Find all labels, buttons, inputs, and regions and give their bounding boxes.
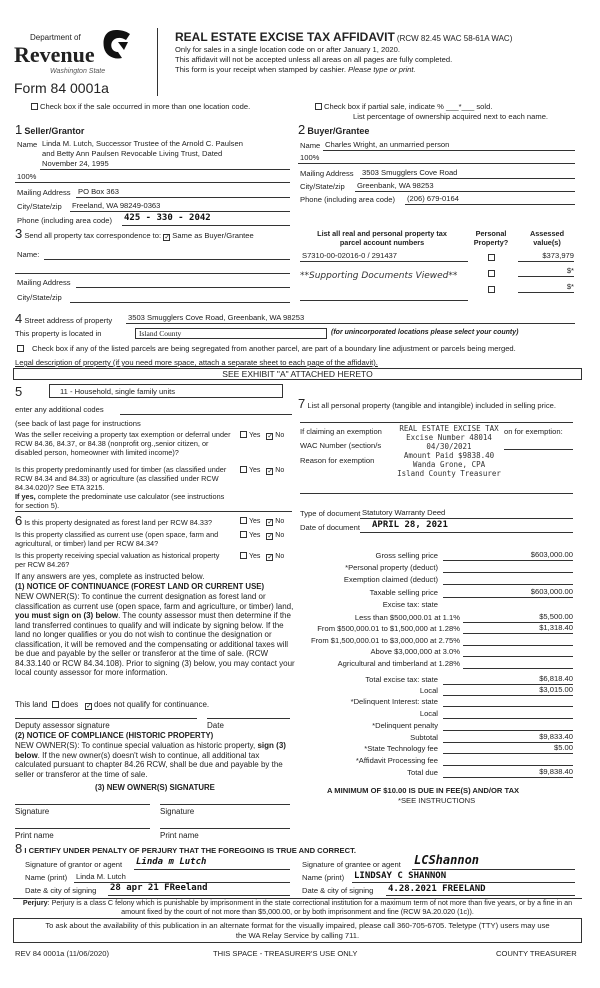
multi-location-label: Check box if the sale occurred in more than one location code. [40, 102, 251, 111]
seller-name-field-2[interactable]: and Betty Ann Paulsen Revocable Living Trust, Dated [42, 149, 223, 158]
personal-header [470, 230, 512, 248]
land-use-code-select[interactable]: 11 - Household, single family units [49, 384, 283, 398]
sec5-divider [15, 511, 292, 512]
new-owner-print-2[interactable] [160, 818, 290, 829]
parcel-field[interactable] [300, 290, 468, 301]
dor-logo [14, 28, 134, 84]
tax-row-label: Excise tax: state [382, 600, 438, 609]
sec4-street-label [15, 312, 112, 325]
tax-row-label: *Personal property (deduct) [345, 563, 438, 572]
n2-c: . If the new owner(s) doesn't wish to continue, all additional tax calculated pursuant to chapter 84.26 RCW, shall be due and payable by the seller or transferor at the time of sale. [15, 750, 283, 779]
new-owner-signature-1[interactable] [15, 794, 150, 805]
legal-description-field[interactable]: SEE EXHIBIT "A" ATTACHED HERETO [13, 368, 582, 380]
no-checkbox[interactable]: ✓ [267, 554, 274, 561]
n1-a: NEW OWNER(S): To continue the current designation as forest land or classification as current use (open space, farm and agriculture, or timber) land, [15, 592, 294, 611]
does-not-label: does not qualify for continuance. [93, 700, 210, 709]
yes-label: Yes [249, 553, 261, 560]
header-line-1: Only for sales in a single location code on or after January 1, 2020. [175, 45, 400, 54]
seller-heading [15, 123, 84, 137]
grantee-date-field[interactable]: 4.28.2021 FREELAND [386, 884, 575, 896]
checkbox-icon [31, 103, 38, 110]
if-any-note: If any answers are yes, complete as instructed below. [15, 572, 205, 581]
street-label: Street address of property [24, 316, 113, 325]
n1-b: you must sign on (3) below [15, 611, 119, 620]
buyer-name-label: Name [300, 141, 321, 150]
signature-label: Signature [15, 807, 50, 816]
buyer-city-label: City/State/zip [300, 182, 345, 191]
no-checkbox[interactable]: ✓ [267, 519, 274, 526]
tax-row-value[interactable] [443, 574, 573, 585]
tax-row-value[interactable]: $5.00 [443, 743, 573, 754]
sec7-label [298, 397, 570, 410]
yes-checkbox[interactable] [240, 531, 247, 538]
sec3-name-label: Name: [17, 250, 40, 259]
stamp-line: Amount Paid $9838.40 [403, 451, 495, 460]
seller-phone-field[interactable]: 425 - 330 - 2042 [122, 213, 290, 226]
yes-checkbox[interactable] [240, 431, 247, 438]
county-note: (for unincorporated locations please select your county) [331, 329, 519, 336]
assessed-value-field[interactable]: $* [518, 266, 574, 277]
tax-row-label: Total due [407, 768, 438, 777]
stamp-line: Wanda Grone, CPA [412, 460, 486, 469]
sec5-q2: Is this property predominantly used for timber (as classified under RCW 84.34 and 84.33) or agriculture (as classified under RCW 84.34.020)? See ETA 3215. [15, 465, 227, 492]
sec5-q1: Was the seller receiving a property tax exemption or deferral under RCW 84.36, 84.37, or 84.38 (nonprofit org.,senior citizen, or disabled person, homeowner with limited income)? [15, 430, 231, 457]
new-owner-print-1[interactable] [15, 818, 150, 829]
checkbox-icon [17, 345, 24, 352]
tax-row-label: Gross selling price [375, 551, 438, 560]
tax-row-label: Less than $500,000.01 at 1.1% [354, 613, 460, 622]
section-number: 3 [15, 226, 23, 241]
sec3-name-field[interactable] [44, 249, 290, 260]
yes-label: Yes [249, 518, 261, 525]
logo-revenue: Revenue [14, 42, 95, 67]
deputy-signature-field[interactable] [15, 708, 197, 719]
section-number: 2 [298, 122, 306, 137]
yes-checkbox[interactable] [240, 517, 247, 524]
section-number: 6 [15, 513, 23, 528]
grantee-signature-field[interactable]: LCShannon [412, 853, 575, 870]
tax-row-value[interactable]: $1,318.40 [463, 623, 573, 634]
no-label: No [275, 553, 285, 560]
tax-row-label: *State Technology fee [364, 744, 438, 753]
ifyes-text: complete the predominate use calculator (see instructions for section 5). [15, 492, 225, 510]
seller-city-label: City/State/zip [17, 202, 62, 211]
sec6-q1-text: Is this property designated as forest land per RCW 84.33? [24, 518, 213, 527]
see-back-note: (see back of last page for instructions [15, 419, 141, 428]
stamp-line: REAL ESTATE EXCISE TAX [399, 424, 499, 433]
yes-checkbox[interactable] [240, 466, 247, 473]
yes-label: Yes [249, 467, 261, 474]
partial-note: List percentage of ownership acquired next to each name. [353, 112, 549, 121]
grantor-name-field[interactable]: Linda M. Lutch [74, 872, 290, 883]
seller-name-field-3[interactable]: November 24, 1995 [40, 159, 290, 170]
buyer-percent-field[interactable]: 100% [298, 153, 575, 164]
tax-row-label: From $500,000.01 to $1,500,000 at 1.28% [317, 624, 460, 633]
supporting-docs-note: **Supporting Documents Viewed** [300, 271, 458, 281]
reason-line [300, 493, 573, 494]
parcels-h1: List all real and personal property tax [317, 229, 447, 238]
partial-sale-label: Check box if partial sale, indicate % ___*___ sold. [324, 102, 493, 111]
logo-state: Washington State [50, 68, 106, 75]
doc-type-label: Type of document [300, 509, 361, 518]
header-divider [157, 28, 158, 96]
date-label: Date [207, 721, 224, 730]
exemption-label-right: on for exemption: [504, 427, 563, 436]
perjury-bold: Perjury [22, 898, 48, 907]
sec7-label-text: List all personal property (tangible and intangible) included in selling price. [307, 401, 556, 410]
does-label: does [60, 700, 79, 709]
tax-row-value[interactable] [443, 562, 573, 573]
county-select[interactable]: Island County [135, 328, 327, 339]
n1-c: . The county assessor must then determine if the land transferred continues to qualify and will indicate by signing below. If the land no longer qualifies or you do not wish to continue the designation or classification, it will be removed and the compensating or additional taxes will be due and payable by the seller or transferor at the time of sale. (RCW 84.33.140 or RCW 84.34.108). Prior to signing (3) below, you may contact your local county assessor for more information. [15, 611, 295, 677]
alt-format-box: To ask about the availability of this publication in an alternate format for the visually impaired, please call 360-705-6705. Teletype (TTY) users may use the WA Relay Service by calling 711. [13, 918, 582, 943]
form-title [175, 30, 512, 44]
ifyes-bold: If yes, [15, 492, 36, 501]
grantee-date-label: Date & city of signing [302, 886, 374, 895]
tax-row-value[interactable]: $603,000.00 [443, 587, 573, 598]
deputy-label: Deputy assessor signature [15, 721, 110, 730]
parcels-header [304, 230, 460, 248]
n2-b: sign (3) below [15, 741, 286, 760]
tax-row-value[interactable] [463, 658, 573, 669]
section-number: 7 [298, 396, 306, 411]
no-checkbox[interactable]: ✓ [267, 433, 274, 440]
tax-row-value[interactable] [463, 635, 573, 646]
grantor-date-field[interactable]: 28 apr 21 FReeland [108, 883, 290, 896]
no-label: No [275, 518, 285, 525]
logo-dept-of: Department of [30, 33, 81, 42]
assessed-h: Assessed [529, 229, 565, 238]
sec6-q1 [15, 514, 212, 527]
signature-label: Signature [160, 807, 195, 816]
seller-percent-field[interactable]: 100% [15, 172, 290, 183]
no-checkbox[interactable]: ✓ [267, 533, 274, 540]
personal-property-checkbox[interactable] [488, 270, 495, 277]
exemption-line [300, 422, 573, 423]
tax-row-label: From $1,500,000.01 to $3,000,000 at 2.75% [310, 636, 460, 645]
sec5-q1-answers [240, 431, 284, 440]
buyer-heading [298, 123, 369, 137]
revision-label: REV 84 0001a (11/06/2020) [15, 949, 110, 958]
same-as-buyer-label: Same as Buyer/Grantee [172, 231, 254, 240]
no-label: No [275, 467, 285, 474]
grantee-name-field[interactable]: LINDSAY C SHANNON [352, 871, 575, 883]
title-ref: (RCW 82.45 WAC 58-61A WAC) [396, 34, 513, 43]
sec3-label: Send all property tax correspondence to: [24, 231, 162, 240]
sec6-q3-answers [240, 552, 284, 561]
assessed-value-field[interactable]: $* [518, 282, 574, 293]
tax-row-value[interactable] [443, 696, 573, 707]
wac-label: WAC Number (section/s [300, 441, 382, 450]
seller-phone-label: Phone (including area code) [17, 216, 112, 225]
checkbox-icon [315, 103, 322, 110]
no-label: No [275, 432, 285, 439]
assessed-hb: value(s) [533, 237, 561, 247]
additional-codes-field[interactable] [120, 404, 292, 415]
tax-row-value[interactable]: $603,000.00 [443, 550, 573, 561]
tax-row-label: Taxable selling price [369, 588, 438, 597]
perjury-text [15, 899, 580, 917]
tax-row-value[interactable]: $5,500.00 [463, 612, 573, 623]
doc-date-label: Date of document [300, 523, 360, 532]
see-instructions: *SEE INSTRUCTIONS [398, 796, 476, 805]
header-line-3b: Please type or print. [348, 65, 416, 74]
exemption-label: If claiming an exemption [300, 427, 382, 436]
tax-row-label: *Delinquent penalty [372, 721, 438, 730]
tax-row-label: Above $3,000,000 at 3.0% [370, 647, 460, 656]
parcels-h1b: parcel account numbers [339, 237, 425, 247]
doc-date-field[interactable]: APRIL 28, 2021 [360, 520, 573, 533]
buyer-mail-field[interactable]: 3503 Smugglers Cove Road [360, 168, 575, 179]
street-field[interactable]: 3503 Smugglers Cove Road, Greenbank, WA 98253 [126, 313, 575, 324]
stamp-line: 04/30/2021 [426, 442, 472, 451]
treasurer-space-label: THIS SPACE - TREASURER'S USE ONLY [213, 949, 358, 958]
tax-row-label: Local [419, 686, 438, 695]
partial-sale-checkbox[interactable] [315, 102, 492, 111]
grantor-name-label: Name (print) [25, 873, 68, 882]
county-treasurer-label: COUNTY TREASURER [496, 949, 577, 958]
tax-row-value[interactable] [443, 708, 573, 719]
print-name-label: Print name [15, 831, 54, 840]
header-line-2: This affidavit will not be accepted unless all areas on all pages are fully completed. [175, 55, 453, 64]
ifyes-note [15, 492, 225, 510]
sec3-mail-field[interactable] [76, 277, 290, 288]
wac-line [504, 449, 573, 450]
yes-label: Yes [249, 532, 261, 539]
tax-row-label: Total excise tax: state [365, 675, 438, 684]
section-number: 4 [15, 311, 23, 326]
notice-2-text [15, 741, 295, 779]
grantor-date-label: Date & city of signing [25, 886, 97, 895]
certify-line [15, 842, 356, 855]
section-number: 5 [15, 384, 23, 399]
form-number: Form 84 0001a [14, 80, 109, 96]
section-number: 1 [15, 122, 23, 137]
tax-row-label: *Delinquent Interest: state [350, 697, 438, 706]
personal-hb: Property? [473, 237, 509, 247]
sec3-city-label: City/State/zip [17, 293, 62, 302]
located-label: This property is located in [15, 329, 102, 338]
print-name-label: Print name [160, 831, 199, 840]
yes-checkbox[interactable] [240, 552, 247, 559]
certify-text: I CERTIFY UNDER PENALTY OF PERJURY THAT THE FOREGOING IS TRUE AND CORRECT. [24, 846, 356, 855]
doc-type-field[interactable]: Statutory Warranty Deed [360, 508, 573, 519]
personal-h: Personal [475, 229, 507, 238]
tax-row-value[interactable] [443, 755, 573, 766]
buyer-heading-text: Buyer/Grantee [307, 126, 370, 136]
sec6-q1-answers [240, 517, 284, 526]
personal-property-checkbox[interactable] [488, 286, 495, 293]
tax-row-value[interactable] [463, 646, 573, 657]
legal-label: Legal description of property (if you need more space, attach a separate sheet to each page of the affidavit). [15, 358, 378, 367]
tax-row-label: Agricultural and timberland at 1.28% [337, 659, 460, 668]
tax-row-label: *Affidavit Processing fee [355, 756, 438, 765]
notice-3-title: (3) NEW OWNER(S) SIGNATURE [95, 783, 215, 792]
sec3-heading [15, 227, 254, 241]
tax-row-label: Subtotal [410, 733, 438, 742]
grantee-name-label: Name (print) [302, 873, 345, 882]
buyer-mail-label: Mailing Address [300, 169, 354, 178]
seller-name-label: Name [17, 140, 38, 149]
sec3-city-field[interactable] [70, 292, 290, 303]
header-line-3 [175, 65, 416, 74]
grantee-signature-label: Signature of grantee or agent [302, 860, 401, 869]
sec3-name-field-2[interactable] [15, 263, 290, 274]
title-text: REAL ESTATE EXCISE TAX AFFIDAVIT [175, 30, 395, 44]
segregated-checkbox[interactable] [17, 344, 516, 353]
parcel-field[interactable]: S7310-00-02016-0 / 291437 [300, 251, 468, 262]
notice-2-title: (2) NOTICE OF COMPLIANCE (HISTORIC PROPERTY) [15, 731, 214, 740]
grantor-signature-label: Signature of grantor or agent [25, 860, 123, 869]
same-as-buyer-checkbox[interactable]: ✓ [164, 234, 171, 241]
treasurer-stamp [396, 424, 502, 478]
assessed-header [522, 230, 572, 248]
tax-row-label: Exemption claimed (deduct) [343, 575, 438, 584]
sec6-q2: Is this property classified as current use (open space, farm and agricultural, or timber) land per RCW 84.34? [15, 530, 219, 548]
personal-property-checkbox[interactable] [488, 254, 495, 261]
seller-mail-label: Mailing Address [17, 188, 71, 197]
minimum-due-note: A MINIMUM OF $10.00 IS DUE IN FEE(S) AND/OR TAX [327, 786, 520, 795]
tax-row-value[interactable] [443, 720, 573, 731]
new-owner-signature-2[interactable] [160, 794, 290, 805]
sec5-q2-answers [240, 466, 284, 475]
sec6-q2-answers [240, 531, 284, 540]
segregated-label: Check box if any of the listed parcels are being segregated from another parcel, are part of a boundary line adjustment or parcels being merged. [32, 344, 516, 353]
stamp-line: Excise Number 48014 [406, 433, 492, 442]
buyer-phone-label: Phone (including area code) [300, 195, 395, 204]
seller-name-field[interactable]: Linda M. Lutch, Successor Trustee of the Arnold C. Paulsen [42, 139, 243, 148]
buyer-name-field[interactable]: Charles Wright, an unmarried person [323, 140, 575, 151]
notice-1-text [15, 592, 295, 678]
notice-1-title: (1) NOTICE OF CONTINUANCE (FOREST LAND OR CURRENT USE) [15, 582, 265, 591]
seller-mail-field[interactable]: PO Box 363 [76, 187, 290, 198]
sec3-mail-label: Mailing Address [17, 278, 71, 287]
multi-location-checkbox[interactable] [31, 102, 250, 111]
dor-swoosh-icon [100, 28, 132, 62]
deputy-date-field[interactable] [207, 708, 290, 719]
grantor-signature-field[interactable]: Linda m Lutch [134, 857, 290, 870]
stamp-line: Island County Treasurer [397, 469, 501, 478]
tax-row-value[interactable]: $9,833.40 [443, 732, 573, 743]
header-line-3a: This form is your receipt when stamped by cashier. [175, 65, 346, 74]
yes-label: Yes [249, 432, 261, 439]
additional-codes-label: enter any additional codes [15, 405, 104, 414]
no-label: No [275, 532, 285, 539]
seller-heading-text: Seller/Grantor [24, 126, 85, 136]
sec6-q3: Is this property receiving special valuation as historical property per RCW 84.26? [15, 551, 220, 569]
does-not-checkbox[interactable]: ✓ [85, 703, 92, 710]
seller-city-field[interactable]: Freeland, WA 98249-0363 [70, 201, 290, 212]
n2-a: NEW OWNER(S): To continue special valuation as historic property, [15, 741, 256, 750]
assessed-value-field[interactable]: $373,979 [518, 251, 574, 262]
tax-row-value[interactable]: $6,818.40 [443, 674, 573, 685]
tax-row-label: Local [419, 709, 438, 718]
this-land-label: This land [15, 700, 48, 709]
tax-row-value[interactable]: $3,015.00 [443, 685, 573, 696]
reason-label: Reason for exemption [300, 456, 375, 465]
section-number: 8 [15, 841, 23, 856]
no-checkbox[interactable]: ✓ [267, 468, 274, 475]
tax-row-value[interactable]: $9,838.40 [443, 767, 573, 778]
perjury-body: : Perjury is a class C felony which is punishable by imprisonment in the state correctional institution for a maximum term of not more than five years, or by a fine in an amount fixed by the court of not more than $5,000.00, or by both imprisonment and fine (RCW 9A.20.020 (1c)). [47, 898, 573, 916]
buyer-city-field[interactable]: Greenbank, WA 98253 [355, 181, 575, 192]
does-checkbox[interactable] [52, 701, 59, 708]
buyer-phone-field[interactable]: (206) 679-0164 [405, 194, 575, 205]
